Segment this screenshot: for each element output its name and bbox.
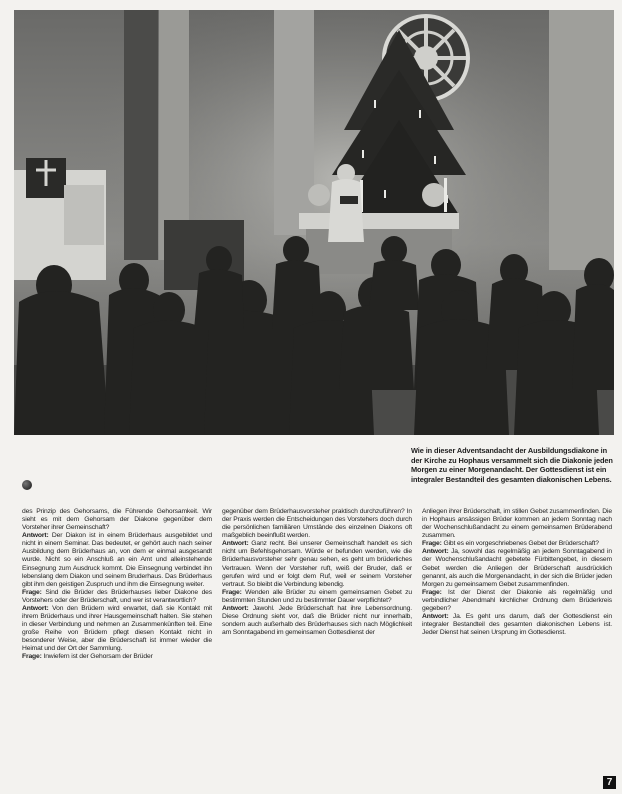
- paragraph: Frage: Sind die Brüder des Brüderhauses lieber Diakone des Vorstehers oder der Brüderschaft, und wer ist verantwortlich?: [22, 588, 212, 604]
- paragraph: Antwort: Ja, sowohl das regelmäßig an jedem Sonntagabend in der Wochenschlußandacht gebetete Fürbittengebet, in diesem Gebet werden die Anliegen der Brüderschaft ausdrücklich genannt, als auch die Morgenandacht, in der sich die Brüder jeden Morgen zu gemeinsamem Gebet zusammenfinden.: [422, 548, 612, 588]
- section-bullet: [22, 480, 32, 490]
- paragraph: Antwort: Ja. Es geht uns darum, daß der Gottesdienst ein integraler Bestandteil des gesamten diakonischen Lebens ist. Jeder Dienst hat seinen Ursprung im Gottesdienst.: [422, 613, 612, 637]
- text-column-3: [422, 508, 612, 788]
- paragraph: Antwort: Jawohl. Jede Brüderschaft hat ihre Lebensordnung. Diese Ordnung sieht vor, daß die Brüder nicht nur innerhalb, sondern auch außerhalb des Brüderhauses sich nach Möglichkeit am Sonntagabend im gemeinsamen Gottesdienst der: [222, 604, 412, 637]
- paragraph: Frage: Wenden alle Brüder zu einem gemeinsamen Gebet zu bestimmten Stunden und zu bestimmter Dauer verpflichtet?: [222, 588, 412, 604]
- text-column-1: [22, 508, 212, 788]
- paragraph: Antwort: Ganz recht. Bei unserer Gemeinschaft handelt es sich nicht um Befehlsgehorsam. Würde er befunden werden, wie die Brüderhausvorsteher sehr genau sehen, es geht um brüderliches Vertrauen. Wenn der Vorsteher ruft, weiß der Bruder, daß er gerufen wird und er folgt dem Ruf, weil er seinem Vorsteher vertraut. So bleibt die Verbindung lebendig.: [222, 540, 412, 588]
- paragraph: Frage: Ist der Dienst der Diakonie als regelmäßig und verbindlicher Abendmahl kirchlicher Ordnung dem Brüderkreis gegeben?: [422, 588, 612, 612]
- paragraph: Frage: Inwiefern ist der Gehorsam der Brüder: [22, 653, 153, 661]
- paragraph: Frage: Gibt es ein vorgeschriebenes Gebet der Brüderschaft?: [422, 540, 599, 548]
- text-column-2: [222, 508, 412, 788]
- chapel-photograph: [14, 10, 614, 435]
- photo-caption: [411, 446, 614, 485]
- page-number: 7: [603, 776, 616, 789]
- paragraph: Anliegen ihrer Brüderschaft, im stillen Gebet zusammenfinden. Die in Hophaus ansässigen Brüder kommen an jedem Sonntag nach der Wochenschlußandacht zu einem gemeinsamen Brüderabend zusammen.: [422, 508, 612, 540]
- paragraph: des Prinzip des Gehorsams, die Führende Gehorsamkeit. Wir sieht es mit dem Gehorsam der Diakone gegenüber dem Vorsteher ihrer Gemeinschaft?: [22, 508, 212, 532]
- paragraph: Antwort: Der Diakon ist in einem Brüderhaus ausgebildet und nicht in einem Seminar. Das bedeutet, er gehört auch nach seiner Ausbildung dem Brüderhaus an, von dem er einmal ausgesandt wurde. Nicht so ein Anschluß an ein Amt und alleinstehende Einsegnung zum Ausdruck kommt. Die Einsegnung verbindet ihn lebenslang dem Diakon und seinem Bruderhaus. Das Brüderhaus gibt ihm den geistigen Zuspruch und ihm die Einsegnung weiter.: [22, 532, 212, 588]
- caption-text: Wie in dieser Adventsandacht der Ausbildungsdiakone in der Kirche zu Hophaus versammelt sich die Diakonie jeden Morgen zu einer Morgenandacht. Der Gottesdienst ist ein integraler Bestandteil des gesamten diakonischen Lebens.: [411, 446, 613, 485]
- paragraph: Antwort: Von den Brüdern wird erwartet, daß sie Kontakt mit ihrem Brüderhaus und ihrer Hausgemeinschaft halten. Sie stehen in dieser Verbindung und nehmen an Zusammenkünften teil. Eine große Reihe von Brüdern pflegt diesen Kontakt nicht in besonderer Weise, aber die Brüderschaft ist immer wieder die Heimat und der Ort der Sammlung.: [22, 604, 212, 653]
- paragraph: gegenüber dem Brüderhausvorsteher praktisch durchzuführen? In der Praxis werden die Entscheidungen des Vorstehers doch durch die persönlichen familiären Umstände des einzelnen Diakons oft maßgeblich beeinflußt werden.: [222, 508, 412, 540]
